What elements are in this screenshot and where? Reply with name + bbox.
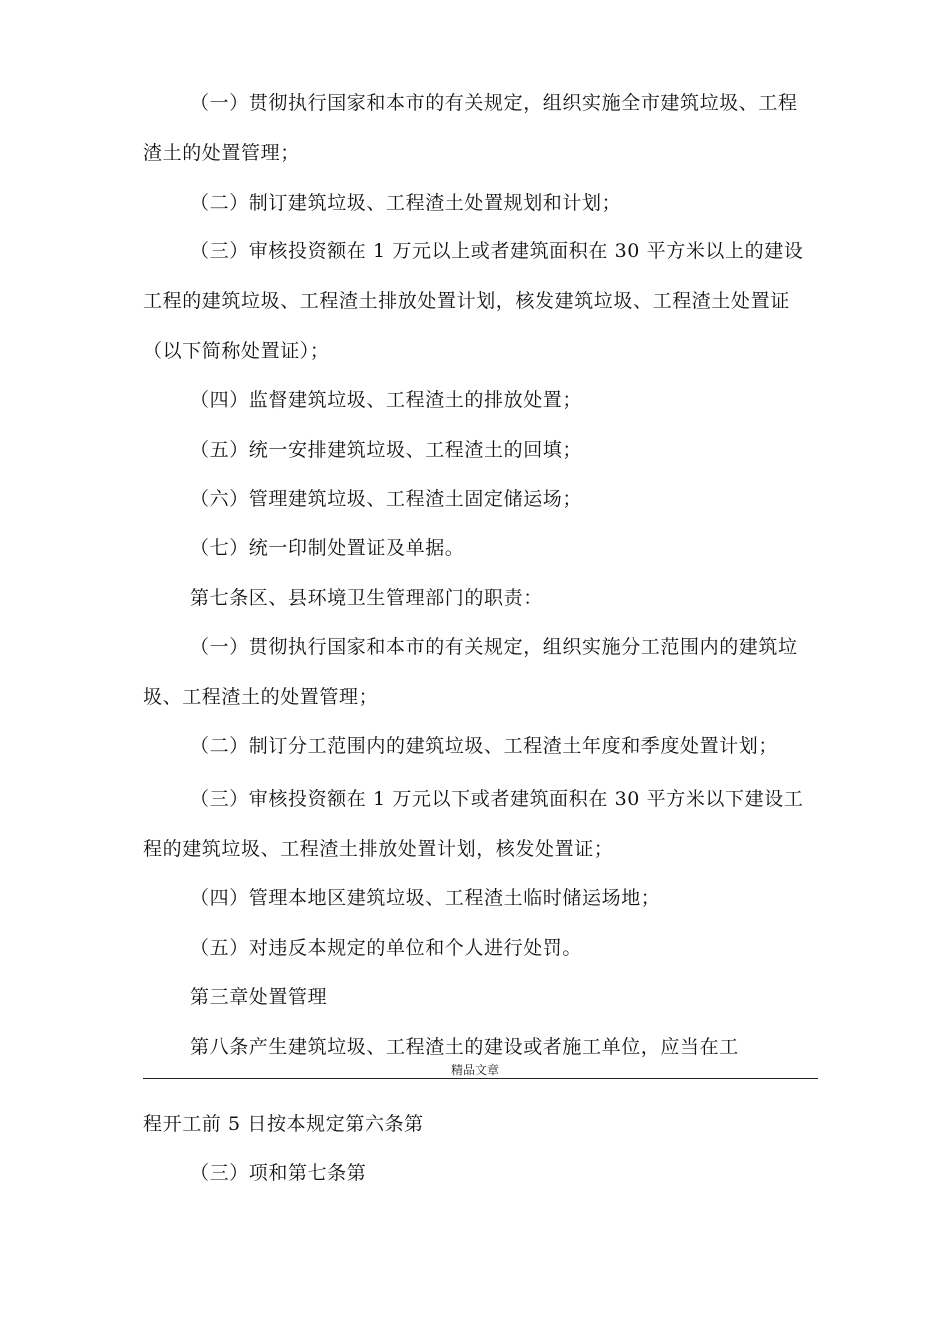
paragraph-line: （三）审核投资额在 1 万元以下或者建筑面积在 30 平方米以下建设工 — [190, 788, 804, 810]
article-heading: 第七条区、县环境卫生管理部门的职责： — [190, 587, 543, 609]
paragraph-line: （五）对违反本规定的单位和个人进行处罚。 — [190, 937, 583, 959]
paragraph-line: 圾、工程渣土的处置管理； — [143, 686, 379, 708]
paragraph-line: （以下简称处置证）； — [143, 340, 330, 362]
paragraph-line: （四）管理本地区建筑垃圾、工程渣土临时储运场地； — [190, 887, 661, 909]
paragraph-line: （三）项和第七条第 — [190, 1162, 367, 1184]
paragraph-line: 程的建筑垃圾、工程渣土排放处置计划，核发处置证； — [143, 838, 614, 860]
paragraph-line: （二）制订分工范围内的建筑垃圾、工程渣土年度和季度处置计划； — [190, 735, 779, 757]
paragraph-line: （二）制订建筑垃圾、工程渣土处置规划和计划； — [190, 192, 622, 214]
chapter-heading: 第三章处置管理 — [190, 986, 328, 1008]
paragraph-line: 工程的建筑垃圾、工程渣土排放处置计划，核发建筑垃圾、工程渣土处置证 — [143, 290, 790, 312]
paragraph-line: （六）管理建筑垃圾、工程渣土固定储运场； — [190, 488, 583, 510]
paragraph-line: 第八条产生建筑垃圾、工程渣土的建设或者施工单位，应当在工 — [190, 1036, 739, 1058]
paragraph-line: 渣土的处置管理； — [143, 142, 300, 164]
paragraph-line: 程开工前 5 日按本规定第六条第 — [143, 1113, 424, 1135]
footer-label: 精品文章 — [450, 1063, 499, 1077]
paragraph-line: （五）统一安排建筑垃圾、工程渣土的回填； — [190, 439, 583, 461]
paragraph-line: （七）统一印制处置证及单据。 — [190, 537, 465, 559]
paragraph-line: （三）审核投资额在 1 万元以上或者建筑面积在 30 平方米以上的建设 — [190, 240, 804, 262]
paragraph-line: （一）贯彻执行国家和本市的有关规定，组织实施全市建筑垃圾、工程 — [190, 92, 798, 114]
footer-divider — [143, 1078, 818, 1079]
paragraph-line: （一）贯彻执行国家和本市的有关规定，组织实施分工范围内的建筑垃 — [190, 636, 798, 658]
paragraph-line: （四）监督建筑垃圾、工程渣土的排放处置； — [190, 389, 583, 411]
